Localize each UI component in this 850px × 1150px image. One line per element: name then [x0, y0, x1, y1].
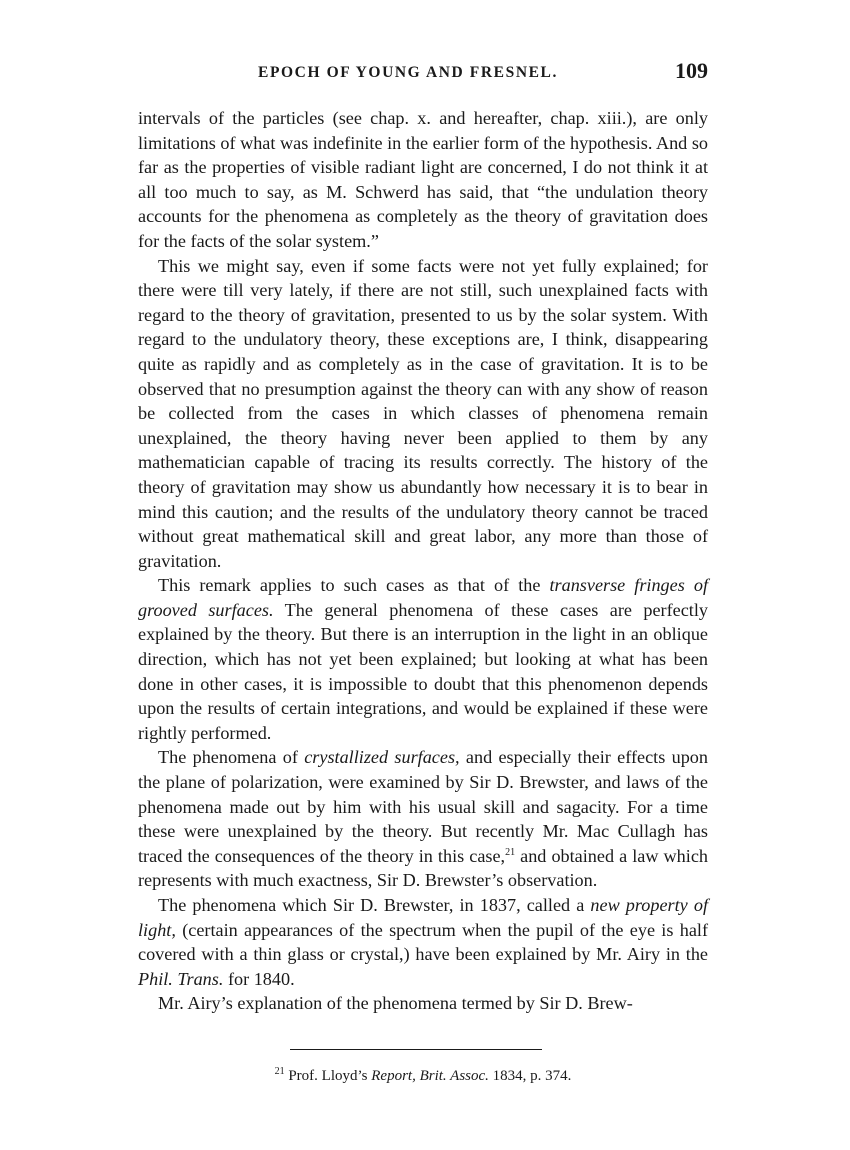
paragraph-4	[138, 745, 708, 893]
paragraph-1	[138, 106, 708, 254]
text-run: and especially their effects upon the plane of polarization, were examined by Sir D. Brewster, and laws of the phenomena made out by him with his usual skill and sagacity. For a time these were unexplained by the theory. But recently Mr. Mac Cullagh has traced the consequences of the theory in this case,	[138, 747, 708, 866]
text-run: The phenomena which Sir D. Brewster, in 1837, called a	[158, 895, 591, 915]
text-run: and obtained a law which represents with much exactness, Sir D. Brewster’s observation.	[138, 845, 708, 891]
paragraph-3	[138, 573, 708, 745]
italic-term: Phil. Trans.	[138, 968, 224, 989]
text-run: for 1840.	[223, 968, 295, 989]
italic-term: transverse fringes of grooved surfaces.	[138, 575, 708, 620]
italic-term: new property of light,	[138, 895, 708, 940]
page-number: 109	[675, 58, 708, 83]
running-title: EPOCH OF YOUNG AND FRESNEL.	[258, 64, 558, 81]
text-run: 1834, p. 374.	[488, 1068, 572, 1084]
footnote-marker: 21	[274, 1066, 285, 1077]
running-head	[138, 58, 708, 88]
text-run: (certain appearances of the spectrum when the pupil of the eye is half covered with a thin glass or crystal,) have been explained by Mr. Airy in the	[138, 919, 708, 965]
paragraph-2	[138, 254, 708, 574]
paragraph-6	[138, 991, 708, 1016]
text-run: Prof. Lloyd’s	[284, 1068, 372, 1084]
footnote	[138, 1068, 708, 1085]
footnote-divider	[290, 1049, 542, 1050]
text-run: The phenomena of	[158, 747, 305, 768]
text-run: Mr. Airy’s explanation of the phenomena termed by Sir D. Brew-	[158, 993, 633, 1014]
text-run: The general phenomena of these cases are perfectly explained by the theory. But there is an interruption in the light in an oblique direction, which has not yet been explained; but looking at what has been done in other cases, it is impossible to doubt that this phenomenon depends upon the results of certain integrations, and would be explained if these were rightly performed.	[138, 599, 709, 743]
paragraph-5	[138, 893, 708, 991]
text-run: This we might say, even if some facts were not yet fully explained; for there were till very lately, if there are not still, such unexplained facts with regard to the theory of gravitation, presented to us by the solar system. With regard to the undulatory theory, these exceptions are, I think, disappearing quite as rapidly and as completely as in the case of gravitation. It is to be observed that no presumption against the theory can with any show of reason be collected from the cases in which classes of phenomena remain unexplained, the theory having never been applied to them by any mathematician capable of tracing its results correctly. The history of the theory of gravitation may show us abundantly how necessary it is to bear in mind this caution; and the results of the undulatory theory cannot be traced without great mathematical skill and great labor, any more than those of gravitation.	[138, 255, 708, 571]
italic-term: Report, Brit. Assoc.	[371, 1068, 489, 1084]
text-run: intervals of the particles (see chap. x. and hereafter, chap. xiii.), are only limitations of what was indefinite in the earlier form of the hypothesis. And so far as the properties of visible radiant light are concerned, I do not think it at all too much to say, as M. Schwerd has said, that “the undulation theory accounts for the phenomena as completely as the theory of gravitation does for the facts of the solar system.”	[138, 108, 708, 251]
italic-term: crystallized surfaces,	[304, 747, 460, 768]
text-run: This remark applies to such cases as that of the	[158, 575, 550, 596]
body-text	[138, 106, 708, 1016]
footnote-reference[interactable]: 21	[505, 846, 516, 858]
